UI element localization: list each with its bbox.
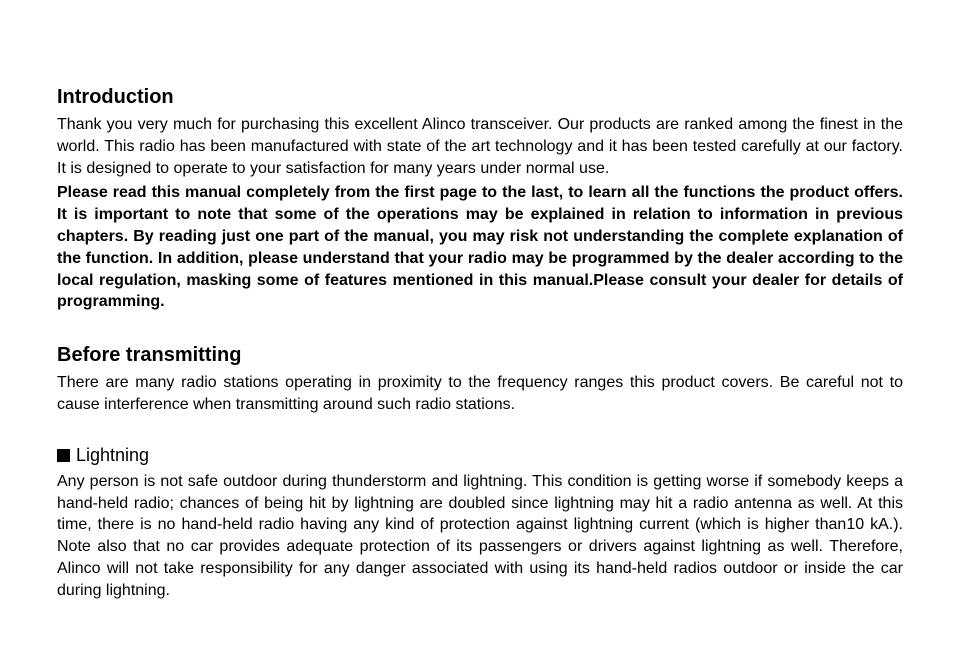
introduction-notice-paragraph: Please read this manual completely from the first page to the last, to learn all the functions the product offers. It is important to note that some of the operations may be explained in relation to information in previous chapters. By reading just one part of the manual, you may risk not understanding the complete explanation of the function. In addition, please understand that your radio may be programmed by the dealer according to the local regulation, masking some of features mentioned in this manual.Please consult your dealer for details of programming. xyxy=(57,184,903,311)
before-transmitting-paragraph: There are many radio stations operating in proximity to the frequency ranges this product covers. Be careful not to cause interference when transmitting around such radio stations. xyxy=(57,374,903,413)
lightning-heading xyxy=(57,443,903,467)
lightning-heading-label: Lightning xyxy=(76,444,150,465)
introduction-section xyxy=(57,84,903,313)
section-spacer xyxy=(57,416,903,443)
section-spacer xyxy=(57,313,903,342)
introduction-heading: Introduction xyxy=(57,86,174,108)
lightning-paragraph: Any person is not safe outdoor during thunderstorm and lightning. This condition is getting worse if somebody keeps a hand-held radio; chances of being hit by lightning are doubled since lightning may hit a radio antenna as well. At this time, there is no hand-held radio having any kind of protection against lightning current (which is higher than10 kA.). Note also that no car provides adequate protection of its passengers or drivers against lightning as well. Therefore, Alinco will not take responsibility for any danger associated with using its hand-held radios outdoor or inside the car during lightning. xyxy=(57,472,903,599)
lightning-section xyxy=(57,443,903,602)
before-transmitting-heading: Before transmitting xyxy=(57,344,242,367)
filled-square-icon xyxy=(57,449,70,462)
manual-page xyxy=(57,84,903,602)
before-transmitting-section xyxy=(57,342,903,416)
introduction-paragraph: Thank you very much for purchasing this excellent Alinco transceiver. Our products are ranked among the finest in the world. This radio has been manufactured with state of the art technology and it has been tested carefully at our factory. It is designed to operate to your satisfaction for many years under normal use. xyxy=(57,116,903,177)
